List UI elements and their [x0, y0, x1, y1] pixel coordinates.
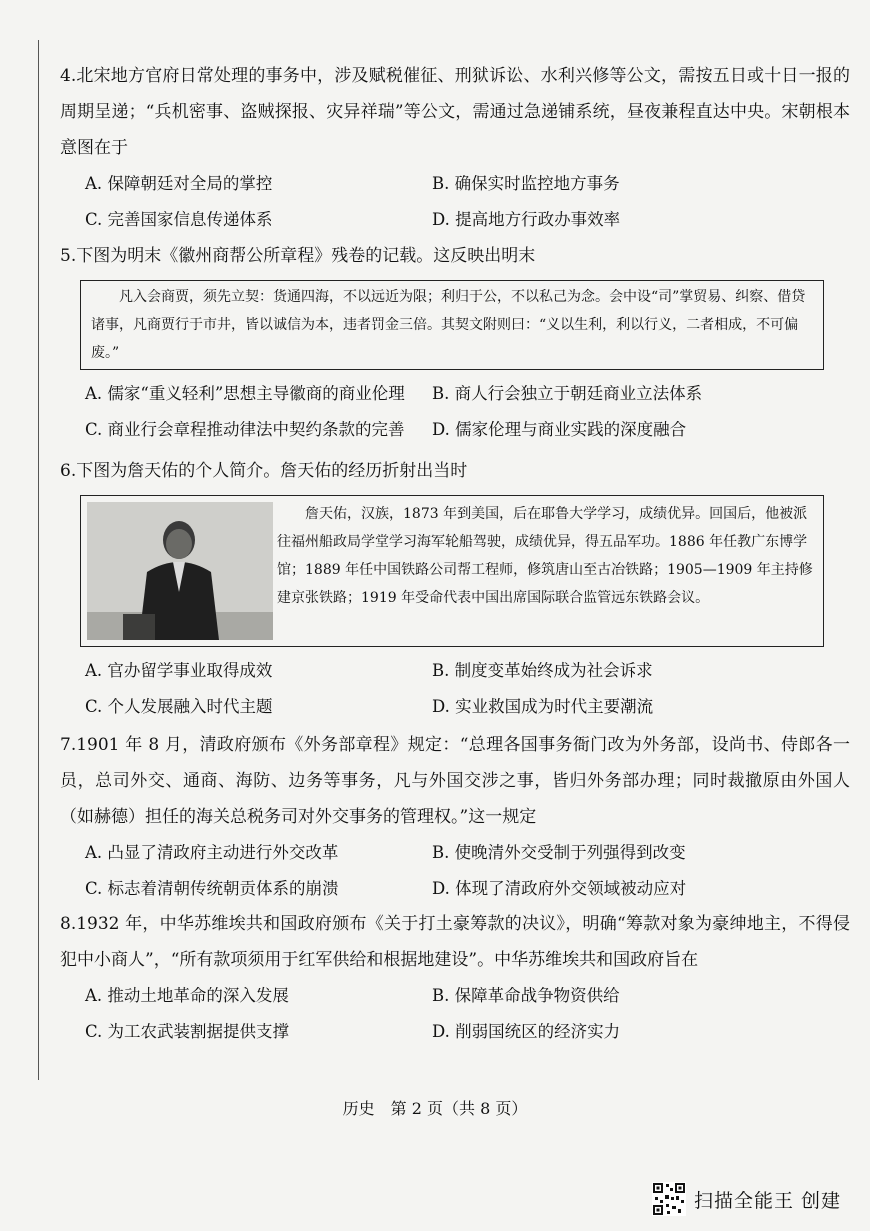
option-c[interactable]: C. 为工农武装割据提供支撑: [85, 1022, 290, 1041]
question-6: [60, 453, 850, 725]
question-7-options: [60, 835, 850, 907]
question-4-options: [60, 166, 850, 238]
option-c[interactable]: C. 标志着清朝传统朝贡体系的崩溃: [85, 879, 339, 898]
question-7: [60, 727, 850, 907]
option-d[interactable]: D. 儒家伦理与商业实践的深度融合: [432, 420, 687, 439]
margin-rule: [38, 40, 39, 1080]
source-excerpt-box: 凡入会商贾，须先立契：货通四海，不以远近为限；利归于公，不以私己为念。会中设“司”掌贸易、纠察、借贷诸事，凡商贾行于市井，皆以诚信为本，违者罚金三倍。其契文附则曰：“义以生利，利以行义，二者相成，不可偏废。”: [80, 280, 824, 370]
profile-box: [80, 495, 824, 647]
option-b[interactable]: B. 商人行会独立于朝廷商业立法体系: [432, 384, 703, 403]
option-a[interactable]: A. 推动土地革命的深入发展: [85, 986, 289, 1005]
option-d[interactable]: D. 提高地方行政办事效率: [432, 210, 621, 229]
option-a[interactable]: A. 保障朝廷对全局的掌控: [85, 174, 273, 193]
question-6-options: [60, 653, 850, 725]
option-d[interactable]: D. 削弱国统区的经济实力: [432, 1022, 621, 1041]
option-b[interactable]: B. 保障革命战争物资供给: [432, 986, 620, 1005]
portrait-photo-figure: [87, 502, 273, 640]
option-c[interactable]: C. 商业行会章程推动律法中契约条款的完善: [85, 420, 405, 439]
question-4: [60, 58, 850, 238]
option-d[interactable]: D. 实业救国成为时代主要潮流: [432, 697, 654, 716]
question-5-stem: 5.下图为明末《徽州商帮公所章程》残卷的记载。这反映出明末: [60, 246, 536, 266]
page-footer: 历史 第 2 页（共 8 页）: [342, 1099, 528, 1118]
scanner-label: 扫描全能王 创建: [694, 1189, 842, 1212]
option-b[interactable]: B. 制度变革始终成为社会诉求: [432, 661, 653, 680]
question-5: [60, 238, 850, 448]
question-7-stem: 7.1901 年 8 月，清政府颁布《外务部章程》规定：“总理各国事务衙门改为外务部，设尚书、侍郎各一员，总司外交、通商、海防、边务等事务，凡与外国交涉之事，皆归外务部办理；同时裁撤原由外国人（如赫德）担任的海关总税务司对外交事务的管理权。”这一规定: [60, 735, 850, 827]
option-a[interactable]: A. 儒家“重义轻利”思想主导徽商的商业伦理: [85, 384, 405, 403]
profile-text: 詹天佑，汉族，1873 年到美国，后在耶鲁大学学习，成绩优异。回国后，他被派往福州船政局学堂学习海军轮船驾驶，成绩优异，得五品军功。1886 年任教广东博学馆；1889 年任中国铁路公司帮工程师，修筑唐山至古冶铁路；1905—1909 年主持修建京张铁路；1919 年受命代表中国出席国际联合监管远东铁路会议。: [277, 506, 813, 606]
option-a[interactable]: A. 凸显了清政府主动进行外交改革: [85, 843, 339, 862]
qr-code-icon: [652, 1182, 686, 1216]
option-a[interactable]: A. 官办留学事业取得成效: [85, 661, 273, 680]
option-c[interactable]: C. 个人发展融入时代主题: [85, 697, 273, 716]
question-4-stem: 4.北宋地方官府日常处理的事务中，涉及赋税催征、刑狱诉讼、水利兴修等公文，需按五日或十日一报的周期呈递；“兵机密事、盗贼探报、灾异祥瑞”等公文，需通过急递铺系统，昼夜兼程直达中央。宋朝根本意图在于: [60, 66, 850, 158]
question-6-stem: 6.下图为詹天佑的个人简介。詹天佑的经历折射出当时: [60, 461, 468, 481]
question-8: [60, 906, 850, 1050]
option-d[interactable]: D. 体现了清政府外交领域被动应对: [432, 879, 687, 898]
option-c[interactable]: C. 完善国家信息传递体系: [85, 210, 273, 229]
question-8-stem: 8.1932 年，中华苏维埃共和国政府颁布《关于打土豪筹款的决议》，明确“筹款对象为豪绅地主，不得侵犯中小商人”，“所有款项须用于红军供给和根据地建设”。中华苏维埃共和国政府旨在: [60, 914, 850, 970]
question-5-options: [60, 376, 850, 448]
portrait-photo: [87, 502, 273, 640]
option-b[interactable]: B. 使晚清外交受制于列强得到改变: [432, 843, 686, 862]
question-8-options: [60, 978, 850, 1050]
option-b[interactable]: B. 确保实时监控地方事务: [432, 174, 620, 193]
scanner-watermark: [652, 1180, 841, 1218]
